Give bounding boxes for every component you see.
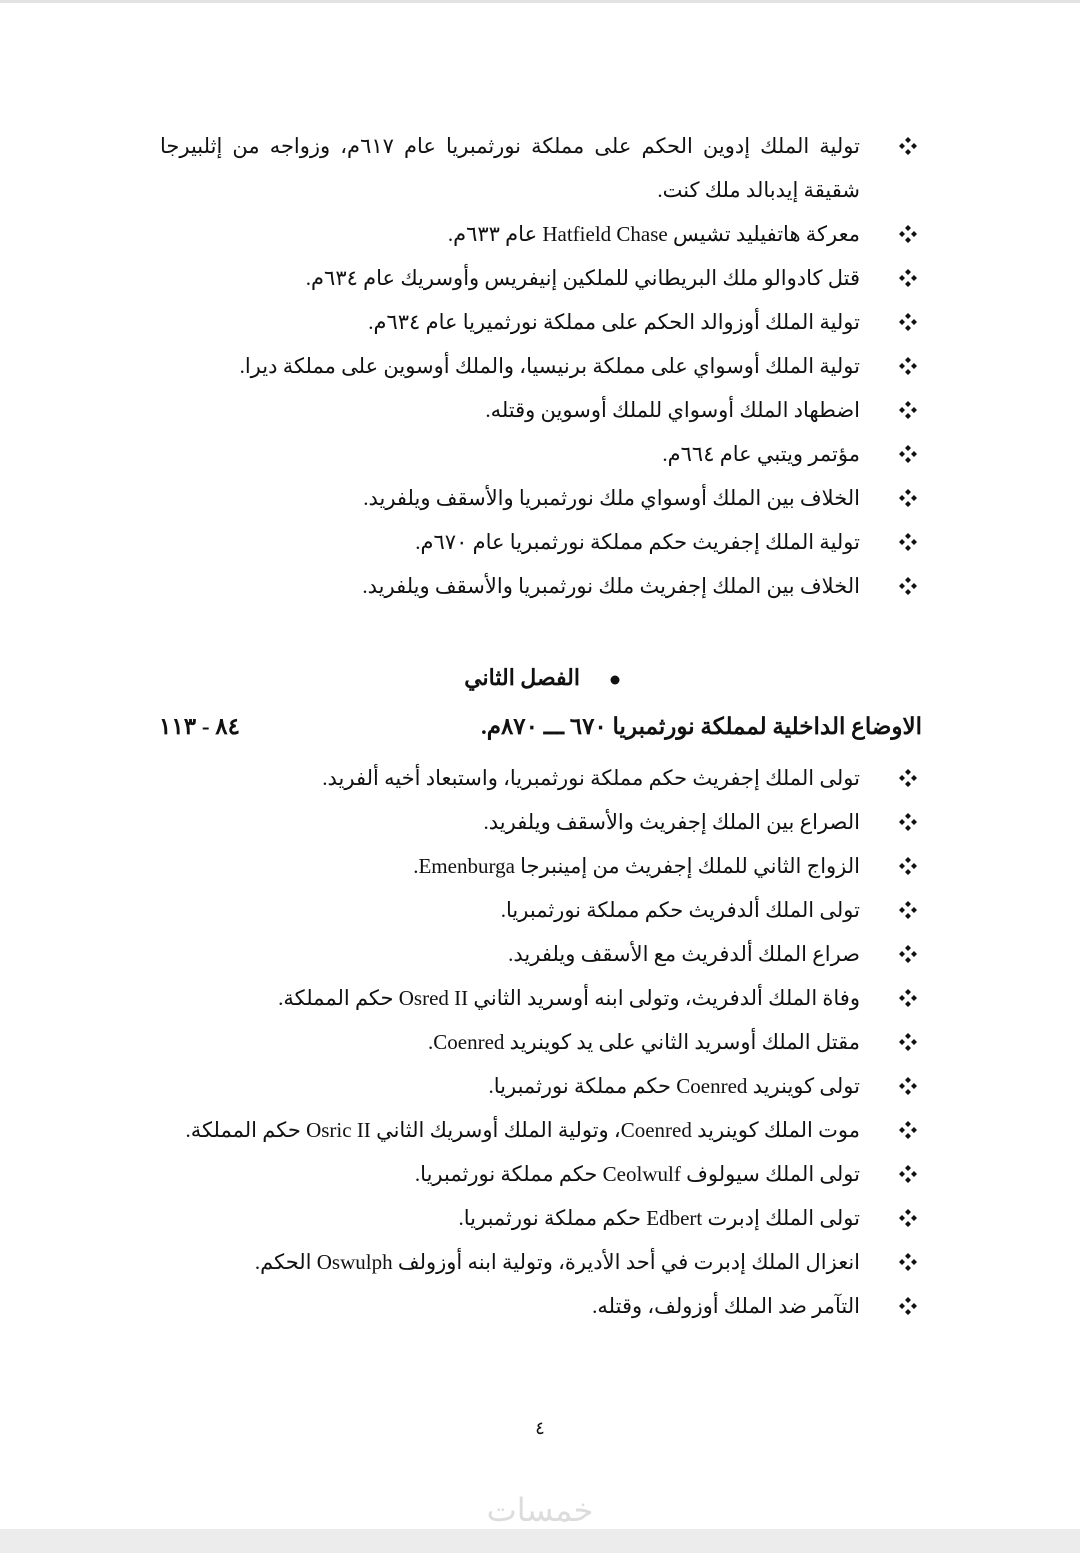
list-item-text: الخلاف بين الملك إجفريث ملك نورثمبريا والأسقف ويلفريد. [362,574,860,598]
four-diamond-bullet-icon [896,976,920,1020]
list-item [160,432,920,476]
list-item [160,300,920,344]
list-item [160,124,920,212]
bottom-bar [0,1529,1080,1553]
list-item-text: تولية الملك إجفريث حكم مملكة نورثمبريا عام ٦٧٠م. [415,530,860,554]
four-diamond-bullet-icon [896,932,920,976]
list-item-text: الصراع بين الملك إجفريث والأسقف ويلفريد. [483,810,860,834]
list-item [160,388,920,432]
list-item [160,1284,920,1328]
list-item-text: التآمر ضد الملك أوزولف، وقتله. [592,1294,860,1318]
list-item [160,1240,920,1284]
four-diamond-bullet-icon [896,300,920,344]
four-diamond-bullet-icon [896,1108,920,1152]
four-diamond-bullet-icon [896,888,920,932]
round-bullet-icon [610,656,620,700]
four-diamond-bullet-icon [896,344,920,388]
list-item [160,976,920,1020]
four-diamond-bullet-icon [896,256,920,300]
list-item-text: موت الملك كوينريد Coenred، وتولية الملك أوسريك الثاني Osric II حكم المملكة. [185,1118,860,1142]
events-list-two [160,756,920,1328]
list-item-text: مؤتمر ويتبي عام ٦٦٤م. [662,442,860,466]
list-item [160,1196,920,1240]
four-diamond-bullet-icon [896,432,920,476]
list-item-text: مقتل الملك أوسريد الثاني على يد كوينريد Coenred. [428,1030,860,1054]
list-item-text: تولية الملك أوزوالد الحكم على مملكة نورثميريا عام ٦٣٤م. [368,310,860,334]
list-item [160,1152,920,1196]
chapter-heading [464,656,620,700]
four-diamond-bullet-icon [896,1196,920,1240]
list-item-text: تولية الملك أوسواي على مملكة برنيسيا، والملك أوسوين على مملكة ديرا. [239,354,860,378]
section-title: الاوضاع الداخلية لمملكة نورثمبريا ٦٧٠ ـــ ٨٧٠م. [480,714,922,739]
list-item [160,756,920,800]
four-diamond-bullet-icon [896,1152,920,1196]
list-item-text: صراع الملك ألدفريث مع الأسقف ويلفريد. [508,942,860,966]
list-item [160,1020,920,1064]
four-diamond-bullet-icon [896,212,920,256]
list-item-text: تولى كوينريد Coenred حكم مملكة نورثمبريا. [488,1074,860,1098]
list-item [160,800,920,844]
list-item-text: معركة هاتفيليد تشيس Hatfield Chase عام ٦٣٣م. [447,222,860,246]
list-item-text: تولى الملك ألدفريث حكم مملكة نورثمبريا. [500,898,860,922]
list-item-text: وفاة الملك ألدفريث، وتولى ابنه أوسريد الثاني Osred II حكم المملكة. [278,986,860,1010]
list-item [160,564,920,608]
list-item-text: قتل كادوالو ملك البريطاني للملكين إنيفريس وأوسريك عام ٦٣٤م. [305,266,860,290]
list-item-text: الزواج الثاني للملك إجفريث من إمينبرجا Emenburga. [413,854,860,878]
list-item-text: تولى الملك إجفريث حكم مملكة نورثمبريا، واستبعاد أخيه ألفريد. [322,766,860,790]
list-item-text: انعزال الملك إدبرت في أحد الأديرة، وتولية ابنه أوزولف Oswulph الحكم. [254,1250,860,1274]
page-number: ٤ [535,1418,545,1438]
section-heading [159,704,922,750]
four-diamond-bullet-icon [896,476,920,520]
four-diamond-bullet-icon [896,520,920,564]
list-item [160,1064,920,1108]
list-item [160,1108,920,1152]
list-item [160,520,920,564]
four-diamond-bullet-icon [896,1240,920,1284]
watermark-logo: خمسات [486,1491,594,1529]
four-diamond-bullet-icon [896,756,920,800]
list-item [160,212,920,256]
list-item [160,932,920,976]
four-diamond-bullet-icon [896,1064,920,1108]
list-item [160,476,920,520]
list-item-text: تولى الملك إدبرت Edbert حكم مملكة نورثمبريا. [458,1206,860,1230]
list-item-text: اضطهاد الملك أوسواي للملك أوسوين وقتله. [485,398,860,422]
four-diamond-bullet-icon [896,1284,920,1328]
list-item [160,844,920,888]
list-item-text: الخلاف بين الملك أوسواي ملك نورثمبريا والأسقف ويلفريد. [363,486,860,510]
events-list-one [160,124,920,608]
four-diamond-bullet-icon [896,564,920,608]
section-page-range: ٨٤ - ١١٣ [159,714,240,739]
four-diamond-bullet-icon [896,844,920,888]
chapter-heading-text: الفصل الثاني [464,665,580,690]
four-diamond-bullet-icon [896,800,920,844]
list-item-text: تولى الملك سيولوف Ceolwulf حكم مملكة نورثمبريا. [414,1162,860,1186]
four-diamond-bullet-icon [896,388,920,432]
list-item [160,888,920,932]
four-diamond-bullet-icon [896,124,920,168]
list-item-text: تولية الملك إدوين الحكم على مملكة نورثمبريا عام ٦١٧م، وزواجه من إثلبيرجا شقيقة إيدبالد ملك كنت. [160,134,860,202]
four-diamond-bullet-icon [896,1020,920,1064]
list-item [160,256,920,300]
list-item [160,344,920,388]
